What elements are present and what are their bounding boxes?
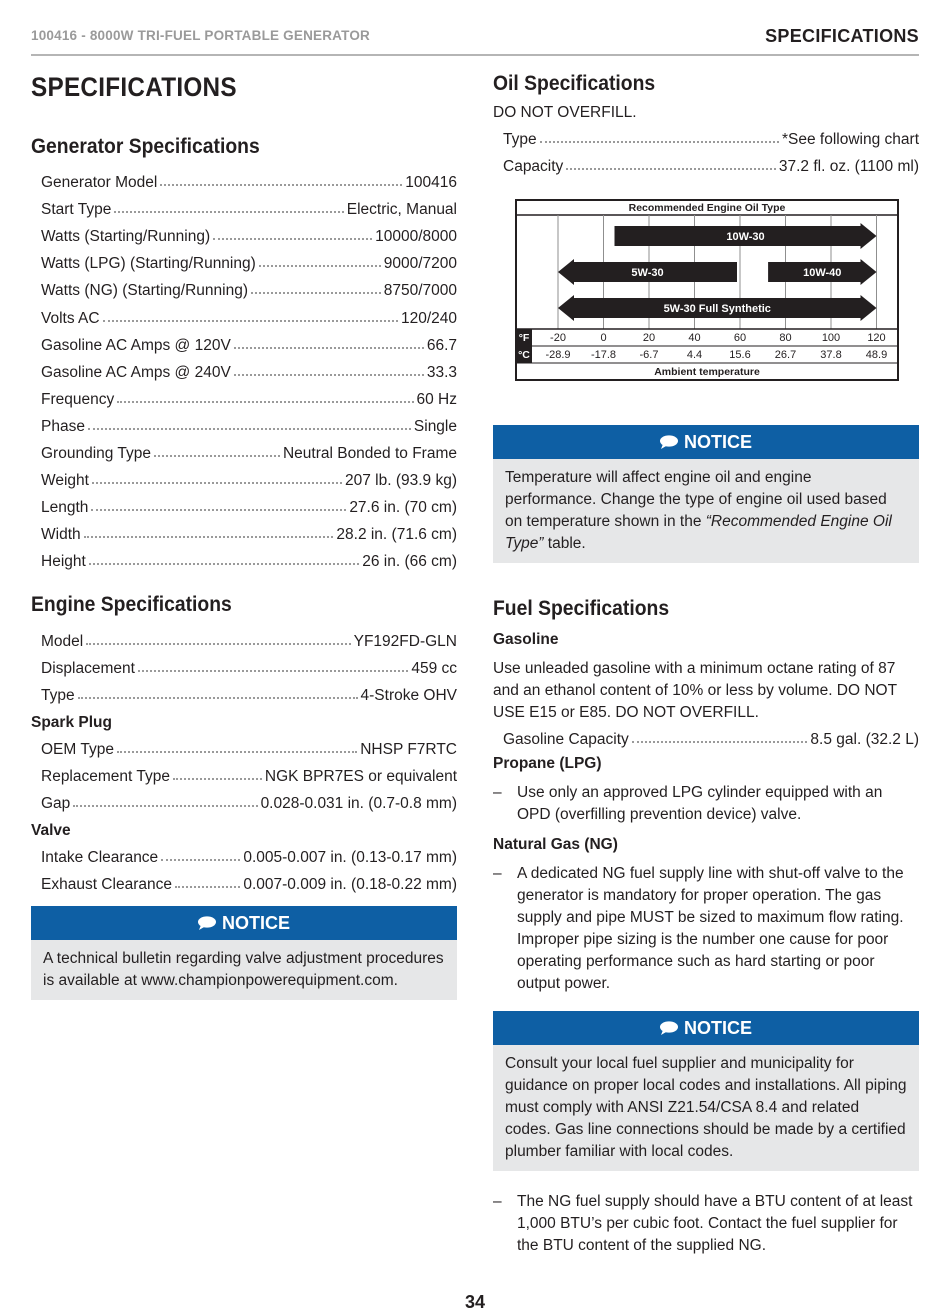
spec-value: 10000/8000: [375, 228, 457, 246]
celsius-tick: 37.8: [820, 349, 842, 362]
engine-specs-title: Engine Specifications: [31, 593, 232, 617]
spec-value: 28.2 in. (71.6 cm): [336, 526, 457, 544]
dot-leader: [234, 347, 424, 349]
spec-value: Single: [413, 417, 457, 435]
propane-list-item: [493, 782, 919, 826]
spec-label: Watts (NG) (Starting/Running): [41, 282, 249, 300]
notice-text: Consult your local fuel supplier and municipality for guidance on proper local codes and installations. All piping must comply with ANSI Z21.54/CSA 8.4 and related codes. Gas line connections should be made by a certified plumber familiar with local codes.: [493, 1045, 919, 1171]
celsius-tick: 26.7: [774, 349, 797, 362]
spec-value: 207 lb. (93.9 kg): [344, 472, 457, 490]
fahrenheit-label: °F: [518, 332, 530, 345]
list-dash: –: [493, 784, 502, 802]
dot-leader: [89, 563, 359, 565]
fahrenheit-tick: 100: [821, 332, 841, 345]
oil-5w30-synthetic-arrow-label: 5W-30 Full Synthetic: [663, 303, 771, 316]
notice-header: [493, 1011, 919, 1045]
generator-spec-row: [31, 355, 457, 382]
speech-bubble-icon: [198, 916, 216, 930]
fahrenheit-tick: 40: [688, 332, 701, 345]
dot-leader: [138, 670, 408, 672]
notice-label: NOTICE: [683, 431, 752, 452]
spec-value: *See following chart: [782, 131, 919, 149]
spec-value: Electric, Manual: [346, 201, 457, 219]
spec-label: Capacity: [503, 158, 564, 176]
notice-label: NOTICE: [221, 912, 290, 933]
fahrenheit-tick: -20: [550, 332, 566, 345]
engine-specs-list: [31, 623, 457, 704]
list-dash: –: [493, 865, 502, 883]
dot-leader: [91, 509, 346, 511]
dot-leader: [86, 643, 350, 645]
engine-spec-row: [31, 678, 457, 705]
fahrenheit-tick: 20: [642, 332, 656, 345]
speech-bubble-icon: [660, 435, 678, 449]
notice-header: [493, 425, 919, 459]
spec-value: 120/240: [400, 309, 457, 327]
spec-label: Weight: [41, 472, 89, 490]
dot-leader: [88, 428, 411, 430]
spec-label: Intake Clearance: [41, 849, 159, 867]
dot-leader: [92, 482, 342, 484]
chart-axis-label: Ambient temperature: [654, 366, 760, 379]
oil-notice: [493, 425, 919, 563]
spec-label: Gasoline AC Amps @ 120V: [41, 336, 231, 354]
celsius-label: °C: [518, 349, 530, 362]
spec-label: Exhaust Clearance: [41, 876, 172, 894]
generator-spec-row: [31, 192, 457, 219]
spec-value: 8.5 gal. (32.2 L): [810, 731, 919, 749]
natural-gas-list-item: [493, 863, 919, 995]
dot-leader: [259, 265, 381, 267]
gasoline-heading: Gasoline: [493, 631, 559, 649]
fuel-specs-list: [493, 722, 919, 749]
spec-value: 27.6 in. (70 cm): [349, 499, 457, 517]
spec-value: 8750/7000: [383, 282, 457, 300]
dot-leader: [173, 778, 262, 780]
spec-label: Type: [503, 131, 537, 149]
list-dash: –: [493, 1193, 502, 1211]
dot-leader: [540, 141, 779, 143]
engine-spec-row: [31, 623, 457, 650]
fuel-spec-row: [493, 722, 919, 749]
oil-type-chart: [515, 199, 899, 381]
chart-title: Recommended Engine Oil Type: [628, 202, 786, 215]
page-number: 34: [464, 1292, 486, 1312]
gasoline-text: Use unleaded gasoline with a minimum octane rating of 87 and an ethanol content of 10% or less by volume. DO NOT USE E15 or E85. DO NOT OVERFILL.: [493, 660, 897, 722]
spec-value: 33.3: [426, 363, 457, 381]
spec-label: Gasoline Capacity: [503, 731, 629, 749]
spec-label: Width: [41, 526, 81, 544]
dot-leader: [566, 168, 776, 170]
spec-label: Start Type: [41, 201, 112, 219]
spec-label: Volts AC: [41, 309, 100, 327]
spec-value: 60 Hz: [416, 390, 457, 408]
spec-value: NHSP F7RTC: [360, 740, 457, 758]
valve-heading: Valve: [31, 822, 71, 840]
fahrenheit-tick: 120: [867, 332, 886, 345]
spec-value: Neutral Bonded to Frame: [282, 445, 457, 463]
natural-gas-heading: Natural Gas (NG): [493, 836, 618, 854]
spec-value: NGK BPR7ES or equivalent: [264, 767, 457, 785]
celsius-tick: 15.6: [729, 349, 751, 362]
dot-leader: [632, 741, 808, 743]
dot-leader: [78, 697, 358, 699]
spec-value: 459 cc: [411, 659, 457, 677]
spec-value: 4-Stroke OHV: [360, 686, 457, 704]
spec-label: OEM Type: [41, 740, 114, 758]
spec-label: Length: [41, 499, 89, 517]
spec-value: 66.7: [426, 336, 457, 354]
oil-spec-row: [493, 149, 919, 176]
spec-label: Height: [41, 553, 86, 571]
page-title: SPECIFICATIONS: [31, 72, 237, 102]
spec-label: Type: [41, 686, 75, 704]
generator-spec-row: [31, 517, 457, 544]
header-divider: [31, 54, 919, 56]
notice-label: NOTICE: [683, 1017, 752, 1038]
generator-spec-row: [31, 165, 457, 192]
spec-value: 100416: [405, 174, 457, 192]
notice-text-end: table.: [543, 535, 586, 553]
celsius-tick: -6.7: [639, 349, 659, 362]
celsius-tick: -17.8: [590, 349, 617, 362]
generator-specs-title: Generator Specifications: [31, 135, 260, 158]
dot-leader: [117, 751, 357, 753]
spec-value: 0.028-0.031 in. (0.7-0.8 mm): [260, 795, 457, 813]
celsius-tick: 4.4: [686, 349, 703, 362]
valve-spec-row: [31, 867, 457, 894]
fahrenheit-tick: 0: [600, 332, 607, 345]
spec-value: 0.005-0.007 in. (0.13-0.17 mm): [243, 849, 457, 867]
dot-leader: [213, 238, 372, 240]
spec-label: Gap: [41, 795, 71, 813]
dot-leader: [114, 211, 343, 213]
generator-spec-row: [31, 219, 457, 246]
oil-specs-list: [493, 122, 919, 176]
fuel-specs-title: Fuel Specifications: [493, 597, 670, 621]
generator-specs-list: [31, 165, 457, 571]
fuel-notice: [493, 1011, 919, 1171]
oil-specs-title: Oil Specifications: [493, 72, 656, 95]
spec-label: Replacement Type: [41, 767, 170, 785]
engine-spec-row: [31, 651, 457, 678]
spec-value: 26 in. (66 cm): [362, 553, 457, 571]
header-section-name: SPECIFICATIONS: [765, 26, 919, 46]
spec-value: YF192FD-GLN: [353, 632, 457, 650]
spec-label: Generator Model: [41, 174, 158, 192]
generator-spec-row: [31, 273, 457, 300]
spark-plug-spec-row: [31, 759, 457, 786]
notice-text: A technical bulletin regarding valve adjustment procedures is available at www.championpowerequipment.com.: [31, 940, 457, 1000]
generator-spec-row: [31, 246, 457, 273]
btu-list-item: [493, 1191, 919, 1257]
oil-chart-area: [493, 176, 919, 425]
dot-leader: [234, 374, 424, 376]
oil-warning: DO NOT OVERFILL.: [493, 104, 637, 121]
oil-spec-row: [493, 122, 919, 149]
notice-text-start: Temperature will affect engine oil and engine performance. Change the type of engine oil used based on temperature shown in the: [505, 469, 887, 531]
oil-10w30-arrow-label: 10W-30: [726, 231, 765, 244]
dot-leader: [251, 292, 381, 294]
generator-spec-row: [31, 463, 457, 490]
spark-plug-spec-row: [31, 732, 457, 759]
oil-5w30-arrow-label: 5W-30: [631, 267, 664, 280]
spark-plug-heading: Spark Plug: [31, 713, 112, 731]
spec-label: Phase: [41, 417, 85, 435]
left-column: [31, 70, 457, 1000]
generator-spec-row: [31, 544, 457, 571]
spark-plug-spec-row: [31, 786, 457, 813]
spark-plug-specs-list: [31, 732, 457, 813]
notice-text: [493, 459, 919, 563]
dot-leader: [73, 805, 257, 807]
spec-value: 9000/7200: [383, 255, 457, 273]
speech-bubble-icon: [660, 1021, 678, 1035]
spec-label: Displacement: [41, 659, 135, 677]
spec-label: Grounding Type: [41, 445, 152, 463]
notice-header: [31, 906, 457, 940]
fahrenheit-tick: 60: [733, 332, 747, 345]
spec-label: Gasoline AC Amps @ 240V: [41, 363, 231, 381]
propane-heading: Propane (LPG): [493, 755, 602, 773]
celsius-tick: -28.9: [545, 349, 571, 362]
spec-value: 37.2 fl. oz. (1100 ml): [778, 158, 919, 176]
generator-spec-row: [31, 382, 457, 409]
dot-leader: [175, 886, 240, 888]
spec-value: 0.007-0.009 in. (0.18-0.22 mm): [243, 876, 457, 894]
valve-spec-row: [31, 840, 457, 867]
oil-10w40-arrow-label: 10W-40: [803, 267, 842, 280]
btu-text: The NG fuel supply should have a BTU content of at least 1,000 BTU’s per cubic foot. Contact the fuel supplier for the BTU content of the supplied NG.: [517, 1193, 913, 1255]
spec-label: Model: [41, 632, 84, 650]
generator-spec-row: [31, 436, 457, 463]
generator-spec-row: [31, 409, 457, 436]
notice-table-reference: “Recommended Engine Oil Type”: [505, 513, 892, 553]
valve-notice: [31, 906, 457, 1000]
dot-leader: [154, 455, 280, 457]
spec-label: Watts (LPG) (Starting/Running): [41, 255, 256, 273]
dot-leader: [161, 859, 240, 861]
celsius-tick: 48.9: [865, 349, 888, 362]
propane-text: Use only an approved LPG cylinder equipped with an OPD (overfilling prevention device) valve.: [517, 784, 883, 824]
generator-spec-row: [31, 300, 457, 327]
dot-leader: [103, 320, 398, 322]
generator-spec-row: [31, 490, 457, 517]
fahrenheit-tick: 80: [779, 332, 792, 345]
document-title: 100416 - 8000W TRI-FUEL PORTABLE GENERATOR: [31, 28, 370, 43]
generator-spec-row: [31, 328, 457, 355]
valve-specs-list: [31, 840, 457, 894]
spec-label: Frequency: [41, 390, 115, 408]
right-column: [493, 70, 919, 1257]
spec-label: Watts (Starting/Running): [41, 228, 211, 246]
dot-leader: [160, 184, 402, 186]
dot-leader: [117, 401, 413, 403]
natural-gas-text: A dedicated NG fuel supply line with shut-off valve to the generator is mandatory for proper operation. The gas supply and pipe MUST be sized to maximum flow rating. Improper pipe sizing is the number one cause for poor operating performance such as hard starting or poor output power.: [517, 865, 904, 993]
dot-leader: [84, 536, 334, 538]
